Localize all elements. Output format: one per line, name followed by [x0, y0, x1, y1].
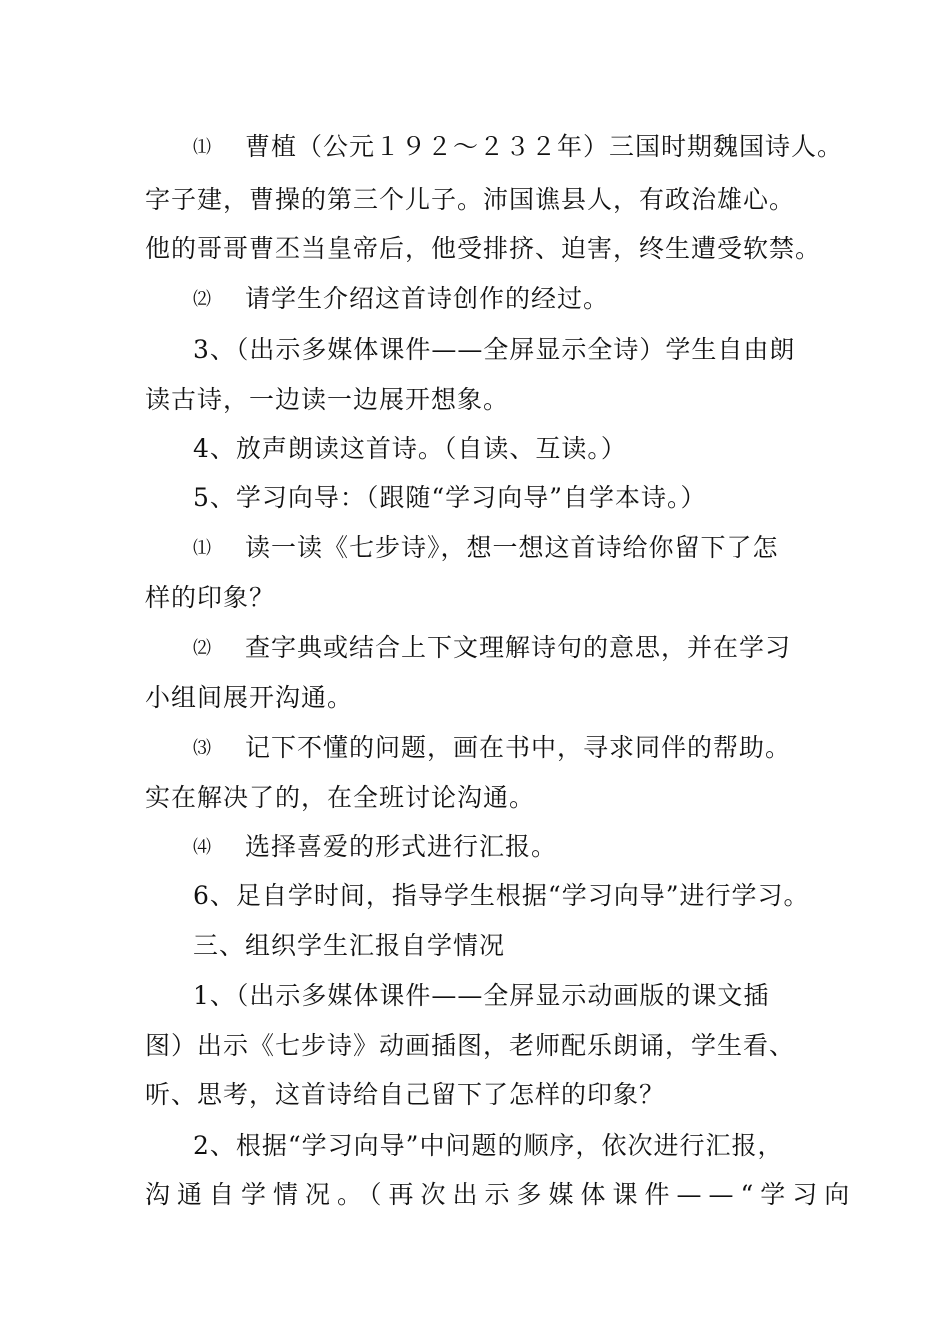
paragraph-line: 5、学习向导：（跟随“学习向导”自学本诗。） [193, 483, 707, 512]
paragraph-line [193, 731, 825, 766]
paragraph-line [193, 631, 825, 666]
line-text: 记下不懂的问题，画在书中，寻求同伴的帮助。 [245, 733, 792, 762]
paragraph-line [193, 531, 825, 566]
paragraph-line: 字子建，曹操的第三个儿子。沛国谯县人，有政治雄心。 [145, 185, 796, 214]
line-text: 选择喜爱的形式进行汇报。 [245, 832, 558, 861]
list-number: ⑵ [193, 289, 212, 310]
line-text: 读一读《七步诗》，想一想这首诗给你留下了怎 [245, 533, 779, 562]
paragraph-line [193, 282, 825, 317]
paragraph-line: 读古诗，一边读一边展开想象。 [145, 385, 510, 414]
line-text: 查字典或结合上下文理解诗句的意思，并在学习 [245, 633, 792, 662]
paragraph-line [193, 130, 844, 165]
section-heading: 三、组织学生汇报自学情况 [193, 931, 506, 960]
list-number: ⑴ [193, 137, 212, 158]
paragraph-line: 小组间展开沟通。 [145, 683, 354, 712]
list-number: ⑵ [193, 638, 212, 659]
paragraph-line: 图）出示《七步诗》动画插图，老师配乐朗诵，学生看、 [145, 1031, 796, 1060]
paragraph-line: 听、思考，这首诗给自己留下了怎样的印象？ [145, 1080, 666, 1109]
paragraph-line: 4、放声朗读这首诗。（自读、互读。） [193, 434, 627, 463]
paragraph-line: 样的印象？ [145, 583, 276, 612]
paragraph-line: 1、（出示多媒体课件——全屏显示动画版的课文插 [193, 981, 770, 1010]
line-text: 请学生介绍这首诗创作的经过。 [245, 284, 610, 313]
paragraph-line: 他的哥哥曹丕当皇帝后，他受排挤、迫害，终生遭受软禁。 [145, 234, 822, 263]
paragraph-line: 6、足自学时间，指导学生根据“学习向导”进行学习。 [193, 881, 810, 910]
list-number: ⑷ [193, 837, 212, 858]
paragraph-line: 实在解决了的，在全班讨论沟通。 [145, 783, 536, 812]
paragraph-line: 3、（出示多媒体课件——全屏显示全诗）学生自由朗 [193, 335, 796, 364]
paragraph-line: 沟通自学情况。（再次出示多媒体课件——“学习向 [145, 1180, 857, 1209]
line-text: 曹植（公元１９２～２３２年）三国时期魏国诗人。 [245, 132, 844, 161]
paragraph-line: 2、根据“学习向导”中问题的顺序，依次进行汇报， [193, 1131, 784, 1160]
paragraph-line [193, 830, 825, 865]
list-number: ⑴ [193, 538, 212, 559]
list-number: ⑶ [193, 738, 212, 759]
